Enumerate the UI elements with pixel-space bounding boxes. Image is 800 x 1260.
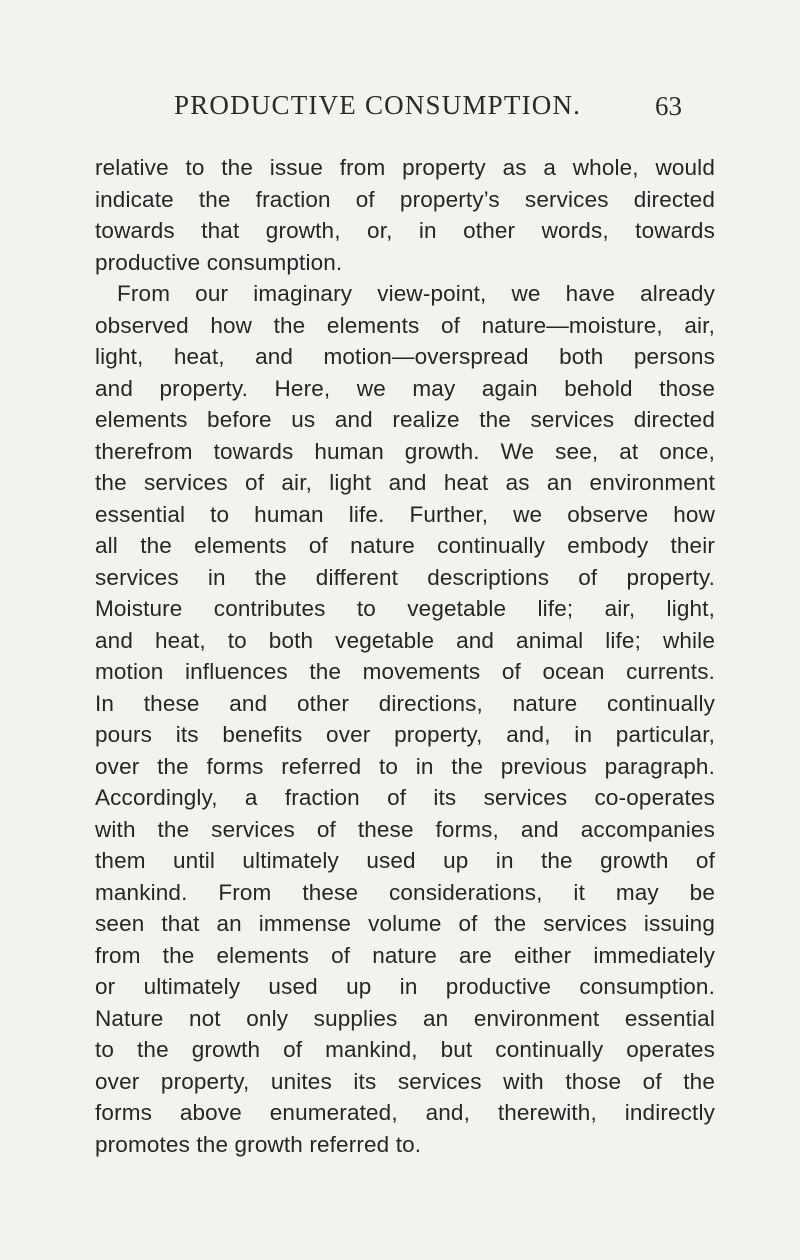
text-line: observed how the elements of nature—moisture, air, [95,312,715,338]
text-line: mankind. From these considerations, it may be [95,879,715,905]
text-line: motion influences the movements of ocean currents. [95,659,715,684]
text-line: the services of air, light and heat as an environment [95,470,715,495]
text-line: all the elements of nature continually embody their [95,533,715,558]
body-text [95,152,715,1160]
text-line: them until ultimately used up in the growth of [95,848,715,873]
text-line: and property. Here, we may again behold those [95,375,715,401]
text-line: and heat, to both vegetable and animal life; while [95,627,715,653]
text-line: or ultimately used up in productive consumption. [95,974,715,999]
text-line: productive consumption. [95,249,343,275]
text-line: over property, unites its services with those of the [95,1068,715,1094]
running-head [0,90,800,130]
text-line: therefrom towards human growth. We see, at once, [95,438,715,464]
text-line: essential to human life. Further, we observe how [95,501,715,527]
text-line: Accordingly, a fraction of its services co-operates [95,785,715,810]
text-line: light, heat, and motion—overspread both persons [95,344,715,369]
text-line: with the services of these forms, and accompanies [95,816,715,842]
text-line: pours its benefits over property, and, in particular, [95,722,715,747]
text-line: Nature not only supplies an environment essential [95,1005,715,1031]
text-line: promotes the growth referred to. [95,1131,422,1157]
text-line: to the growth of mankind, but continually operates [95,1037,715,1062]
text-line: Moisture contributes to vegetable life; air, light, [95,596,715,621]
text-line: forms above enumerated, and, therewith, indirectly [95,1100,715,1125]
page-number: 63 [655,91,682,121]
text-line: elements before us and realize the services directed [95,407,715,432]
text-line: services in the different descriptions of property. [95,564,715,590]
text-line: from the elements of nature are either immediately [95,942,715,968]
text-line: In these and other directions, nature continually [95,690,715,716]
text-line: indicate the fraction of property’s services directed [95,186,715,212]
text-line: over the forms referred to in the previous paragraph. [95,753,715,779]
running-title: PRODUCTIVE CONSUMPTION. [174,90,582,120]
text-line: relative to the issue from property as a whole, would [95,155,715,180]
text-line: From our imaginary view-point, we have already [117,281,715,306]
text-line: towards that growth, or, in other words, towards [95,218,715,243]
text-line: seen that an immense volume of the services issuing [95,911,715,936]
